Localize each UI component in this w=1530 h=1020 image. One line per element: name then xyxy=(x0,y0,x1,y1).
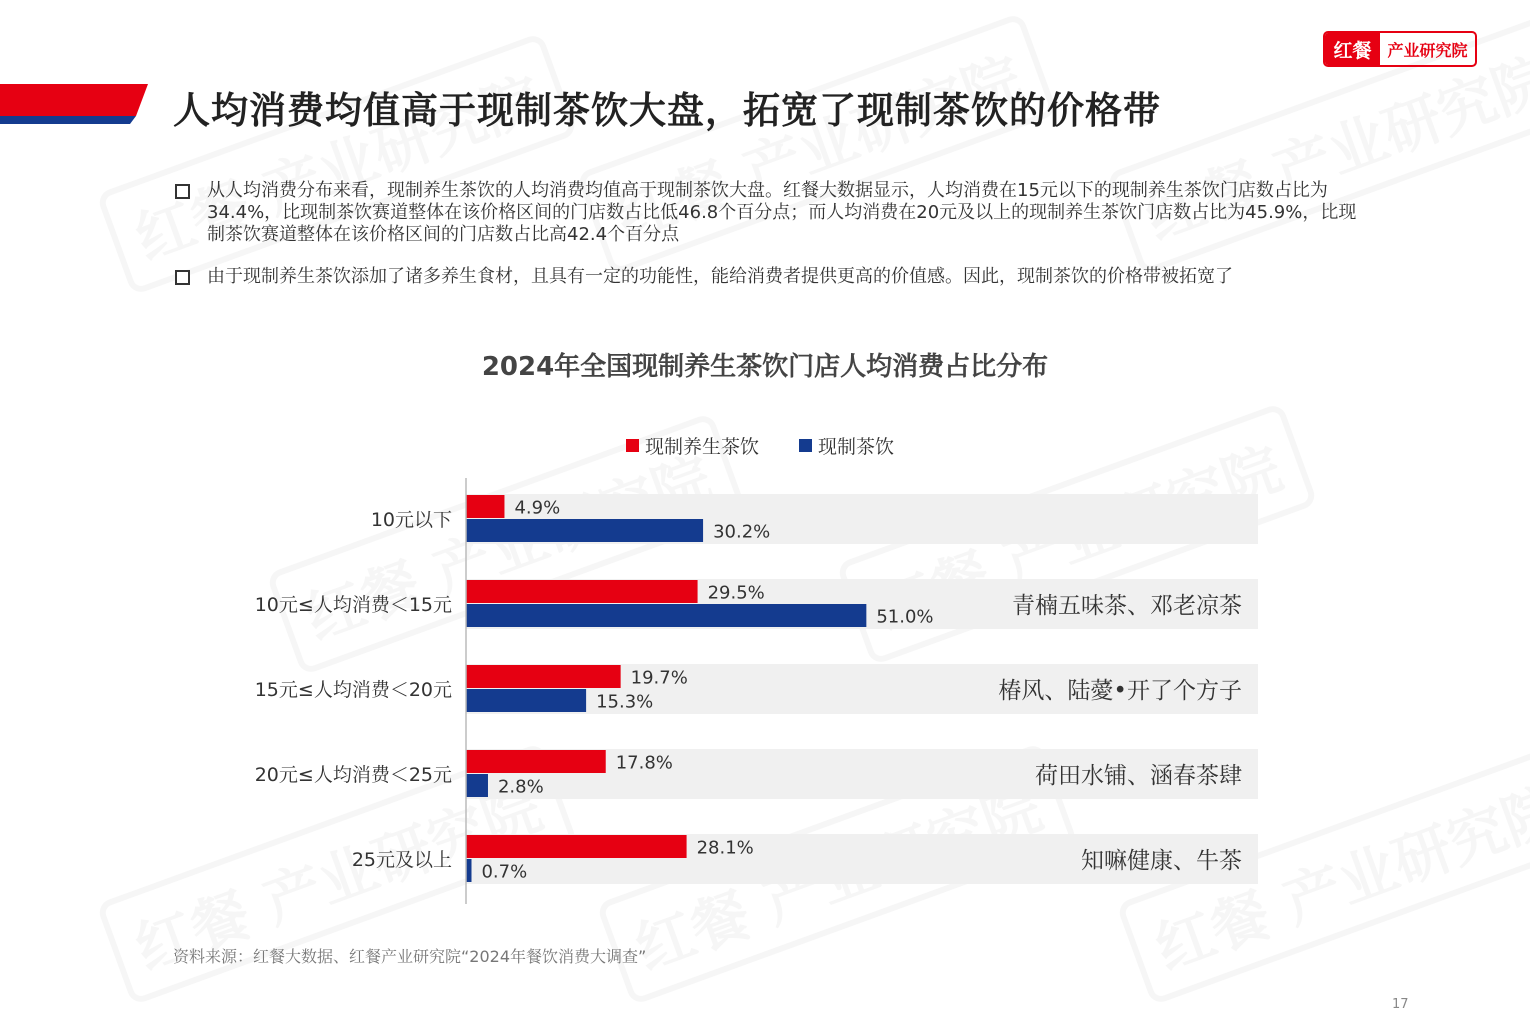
category-label: 25元及以上 xyxy=(351,849,452,871)
page-number: 17 xyxy=(1392,997,1409,1012)
bar-health-tea xyxy=(466,835,687,858)
bar-health-tea xyxy=(466,750,606,773)
bar-tea xyxy=(466,774,488,797)
category-label: 10元以下 xyxy=(370,509,452,531)
bar-tea xyxy=(466,604,866,627)
bar-health-tea xyxy=(466,580,698,603)
bar-tea xyxy=(466,689,586,712)
bar-tea xyxy=(466,859,471,882)
data-label: 30.2% xyxy=(713,521,771,543)
category-label: 20元≤人均消费＜25元 xyxy=(254,764,452,786)
brand-annotation: 知嘛健康、牛茶 xyxy=(1081,848,1242,874)
legend-label: 现制养生茶饮 xyxy=(645,436,760,458)
category-label: 10元≤人均消费＜15元 xyxy=(254,594,452,616)
data-label: 28.1% xyxy=(696,837,754,859)
bar-tea xyxy=(466,519,703,542)
brand-annotation: 荷田水铺、涵春茶肆 xyxy=(1035,763,1242,789)
legend-label: 现制茶饮 xyxy=(818,436,895,458)
category-label: 15元≤人均消费＜20元 xyxy=(254,679,452,701)
brand-annotation: 青楠五味茶、邓老凉茶 xyxy=(1012,593,1242,619)
logo-mark: 红餐 xyxy=(1325,33,1380,65)
bar-health-tea xyxy=(466,665,621,688)
page-title: 人均消费均值高于现制茶饮大盘，拓宽了现制茶饮的价格带 xyxy=(173,89,1161,132)
data-label: 4.9% xyxy=(514,497,561,519)
logo-text: 产业研究院 xyxy=(1387,40,1468,60)
data-label: 15.3% xyxy=(596,691,654,713)
data-label: 19.7% xyxy=(630,667,688,689)
data-label: 2.8% xyxy=(497,776,544,798)
data-label: 29.5% xyxy=(707,582,765,604)
data-label: 51.0% xyxy=(876,606,934,628)
brand-annotation: 椿风、陆薆•开了个方子 xyxy=(998,678,1242,704)
data-label: 0.7% xyxy=(481,861,528,883)
bullet-text: 从人均消费分布来看，现制养生茶饮的人均消费均值高于现制茶饮大盘。红餐大数据显示，人均消费在15元以下的现制养生茶饮门店数占比为34.4%，比现制茶饮赛道整体在该价格区间的门店数占比低46.8个百分点；而人均消费在20元及以上的现制养生茶饮门店数占比为45.9%，比现制茶饮赛道整体在该价格区间的门店数占比高42.4个百分点 xyxy=(207,180,1357,245)
data-label: 17.8% xyxy=(615,752,673,774)
chart-title: 2024年全国现制养生茶饮门店人均消费占比分布 xyxy=(481,352,1049,382)
source-note: 资料来源：红餐大数据、红餐产业研究院“2024年餐饮消费大调查” xyxy=(173,947,647,966)
bar-health-tea xyxy=(466,495,504,518)
bullet-text: 由于现制养生茶饮添加了诸多养生食材，且具有一定的功能性，能给消费者提供更高的价值感。因此，现制茶饮的价格带被拓宽了 xyxy=(207,266,1233,287)
